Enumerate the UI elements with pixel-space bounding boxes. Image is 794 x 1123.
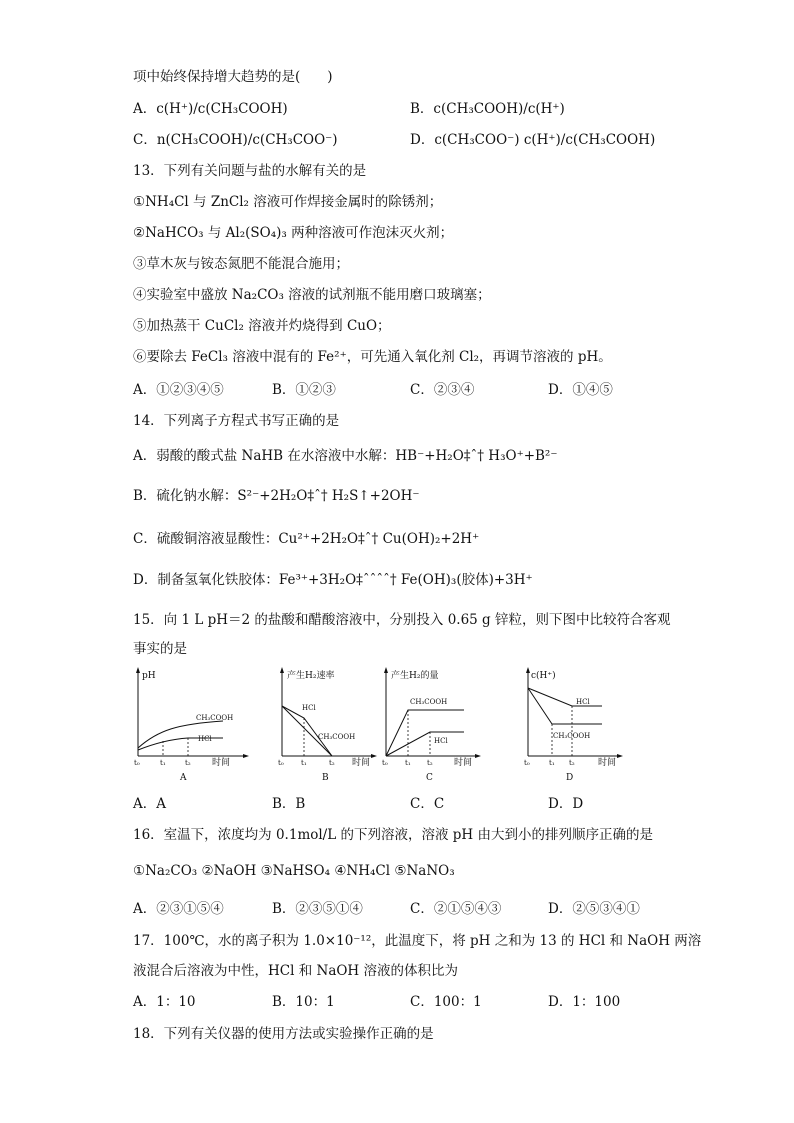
q15-option-d: D．D: [548, 796, 584, 812]
graph-a-label-bottom: HCl: [198, 735, 212, 743]
q17-option-a: A．1：10: [133, 994, 196, 1010]
graph-b-t0: t₀: [278, 759, 284, 767]
q15-option-b: B．B: [272, 796, 306, 812]
graph-c-t2: t₂: [427, 759, 433, 767]
q16-option-b: B．②③⑤①④: [272, 901, 363, 917]
graph-d-label-bottom: CH₃COOH: [553, 732, 591, 740]
q17-option-d: D．1：100: [548, 994, 621, 1010]
graph-c-label-top: CH₃COOH: [410, 698, 448, 706]
q16-items: ①Na₂CO₃ ②NaOH ③NaHSO₄ ④NH₄Cl ⑤NaNO₃: [133, 863, 455, 879]
q14-option-b: B．硫化钠水解：S²⁻+2H₂O‡ˆ† H₂S↑+2OH⁻: [133, 488, 420, 504]
graph-d-caption: D: [566, 773, 574, 783]
q16-option-c: C．②①⑤④③: [410, 901, 502, 917]
q15-option-a: A．A: [133, 796, 166, 812]
graph-a-t0: t₀: [134, 759, 140, 767]
graph-a-caption: A: [180, 773, 187, 783]
q16-stem: 16．室温下，浓度均为 0.1mol/L 的下列溶液，溶液 pH 由大到小的排列顺序正确的是: [133, 827, 653, 843]
q17-stem-line1: 17．100℃，水的离子积为 1.0×10⁻¹²，此温度下，将 pH 之和为 13 的 HCl 和 NaOH 两溶: [133, 933, 702, 949]
graph-b: [274, 664, 384, 784]
graph-a-t1: t₁: [160, 759, 166, 767]
q17-option-c: C．100：1: [410, 994, 482, 1010]
graph-c-t1: t₁: [405, 759, 411, 767]
q14-option-d: D．制备氢氧化铁胶体：Fe³⁺+3H₂O‡ˆˆˆˆ† Fe(OH)₃(胶体)+3H⁺: [133, 572, 533, 588]
q16-option-d: D．②⑤③④①: [548, 901, 640, 917]
graph-c-caption: C: [426, 773, 433, 783]
graph-c-label-bottom: HCl: [434, 737, 448, 745]
graph-b-xlabel: 时间: [352, 758, 371, 768]
q13-item-4: ④实验室中盛放 Na₂CO₃ 溶液的试剂瓶不能用磨口玻璃塞；: [133, 287, 491, 303]
graph-a-ylabel: pH: [142, 671, 156, 681]
q12-stem-tail: 项中始终保持增大趋势的是( ): [133, 69, 333, 85]
graph-d-ylabel: c(H⁺): [531, 671, 556, 681]
graph-b-label-bottom: CH₃COOH: [318, 733, 356, 741]
graph-b-ylabel: 产生H₂速率: [287, 671, 335, 681]
q13-stem: 13．下列有关问题与盐的水解有关的是: [133, 163, 367, 179]
q17-option-b: B．10：1: [272, 994, 335, 1010]
graph-a-t2: t₂: [185, 759, 191, 767]
q13-option-a: A．①②③④⑤: [133, 382, 224, 398]
graph-d-xlabel: 时间: [598, 758, 617, 768]
q15-stem-line1: 15．向 1 L pH＝2 的盐酸和醋酸溶液中，分别投入 0.65 g 锌粒，则下图中比较符合客观: [133, 612, 671, 628]
q12-option-a: A．c(H⁺)/c(CH₃COOH): [133, 101, 288, 117]
q13-item-3: ③草木灰与铵态氮肥不能混合施用；: [133, 256, 349, 272]
q14-option-a: A．弱酸的酸式盐 NaHB 在水溶液中水解：HB⁻+H₂O‡ˆ† H₃O⁺+B²⁻: [133, 448, 558, 464]
q14-stem: 14．下列离子方程式书写正确的是: [133, 413, 340, 429]
graph-c: [378, 664, 488, 784]
q13-item-1: ①NH₄Cl 与 ZnCl₂ 溶液可作焊接金属时的除锈剂；: [133, 194, 443, 210]
graph-d-label-top: HCl: [576, 698, 590, 706]
graph-b-label-top: HCl: [302, 704, 316, 712]
graph-d-t2: t₂: [569, 759, 575, 767]
q15-stem-line2: 事实的是: [133, 641, 187, 657]
q12-option-d: D．c(CH₃COO⁻) c(H⁺)/c(CH₃COOH): [410, 132, 656, 148]
graph-b-t2: t₂: [329, 759, 335, 767]
graph-a: [128, 664, 253, 784]
q13-option-b: B．①②③: [272, 382, 336, 398]
graph-b-t1: t₁: [301, 759, 307, 767]
q13-item-6: ⑥要除去 FeCl₃ 溶液中混有的 Fe²⁺，可先通入氧化剂 Cl₂，再调节溶液的 pH。: [133, 349, 612, 365]
q12-option-b: B．c(CH₃COOH)/c(H⁺): [410, 101, 565, 117]
q13-option-c: C．②③④: [410, 382, 475, 398]
graph-d: [520, 664, 630, 784]
q16-option-a: A．②③①⑤④: [133, 901, 224, 917]
graph-d-t1: t₁: [549, 759, 555, 767]
graph-b-caption: B: [322, 773, 329, 783]
graph-c-t0: t₀: [382, 759, 388, 767]
graph-c-ylabel: 产生H₂的量: [391, 671, 439, 681]
q18-stem: 18．下列有关仪器的使用方法或实验操作正确的是: [133, 1026, 434, 1042]
graph-c-xlabel: 时间: [454, 758, 473, 768]
q17-stem-line2: 液混合后溶液为中性，HCl 和 NaOH 溶液的体积比为: [133, 963, 458, 979]
q13-item-2: ②NaHCO₃ 与 Al₂(SO₄)₃ 两种溶液可作泡沫灭火剂；: [133, 225, 454, 241]
q12-option-c: C．n(CH₃COOH)/c(CH₃COO⁻): [133, 132, 338, 148]
q15-option-c: C．C: [410, 796, 445, 812]
graph-a-label-top: CH₃COOH: [196, 714, 234, 722]
graph-d-t0: t₀: [524, 759, 530, 767]
q13-option-d: D．①④⑤: [548, 382, 613, 398]
q13-item-5: ⑤加热蒸干 CuCl₂ 溶液并灼烧得到 CuO；: [133, 318, 391, 334]
graph-a-xlabel: 时间: [212, 758, 231, 768]
q14-option-c: C．硫酸铜溶液显酸性：Cu²⁺+2H₂O‡ˆ† Cu(OH)₂+2H⁺: [133, 531, 480, 547]
